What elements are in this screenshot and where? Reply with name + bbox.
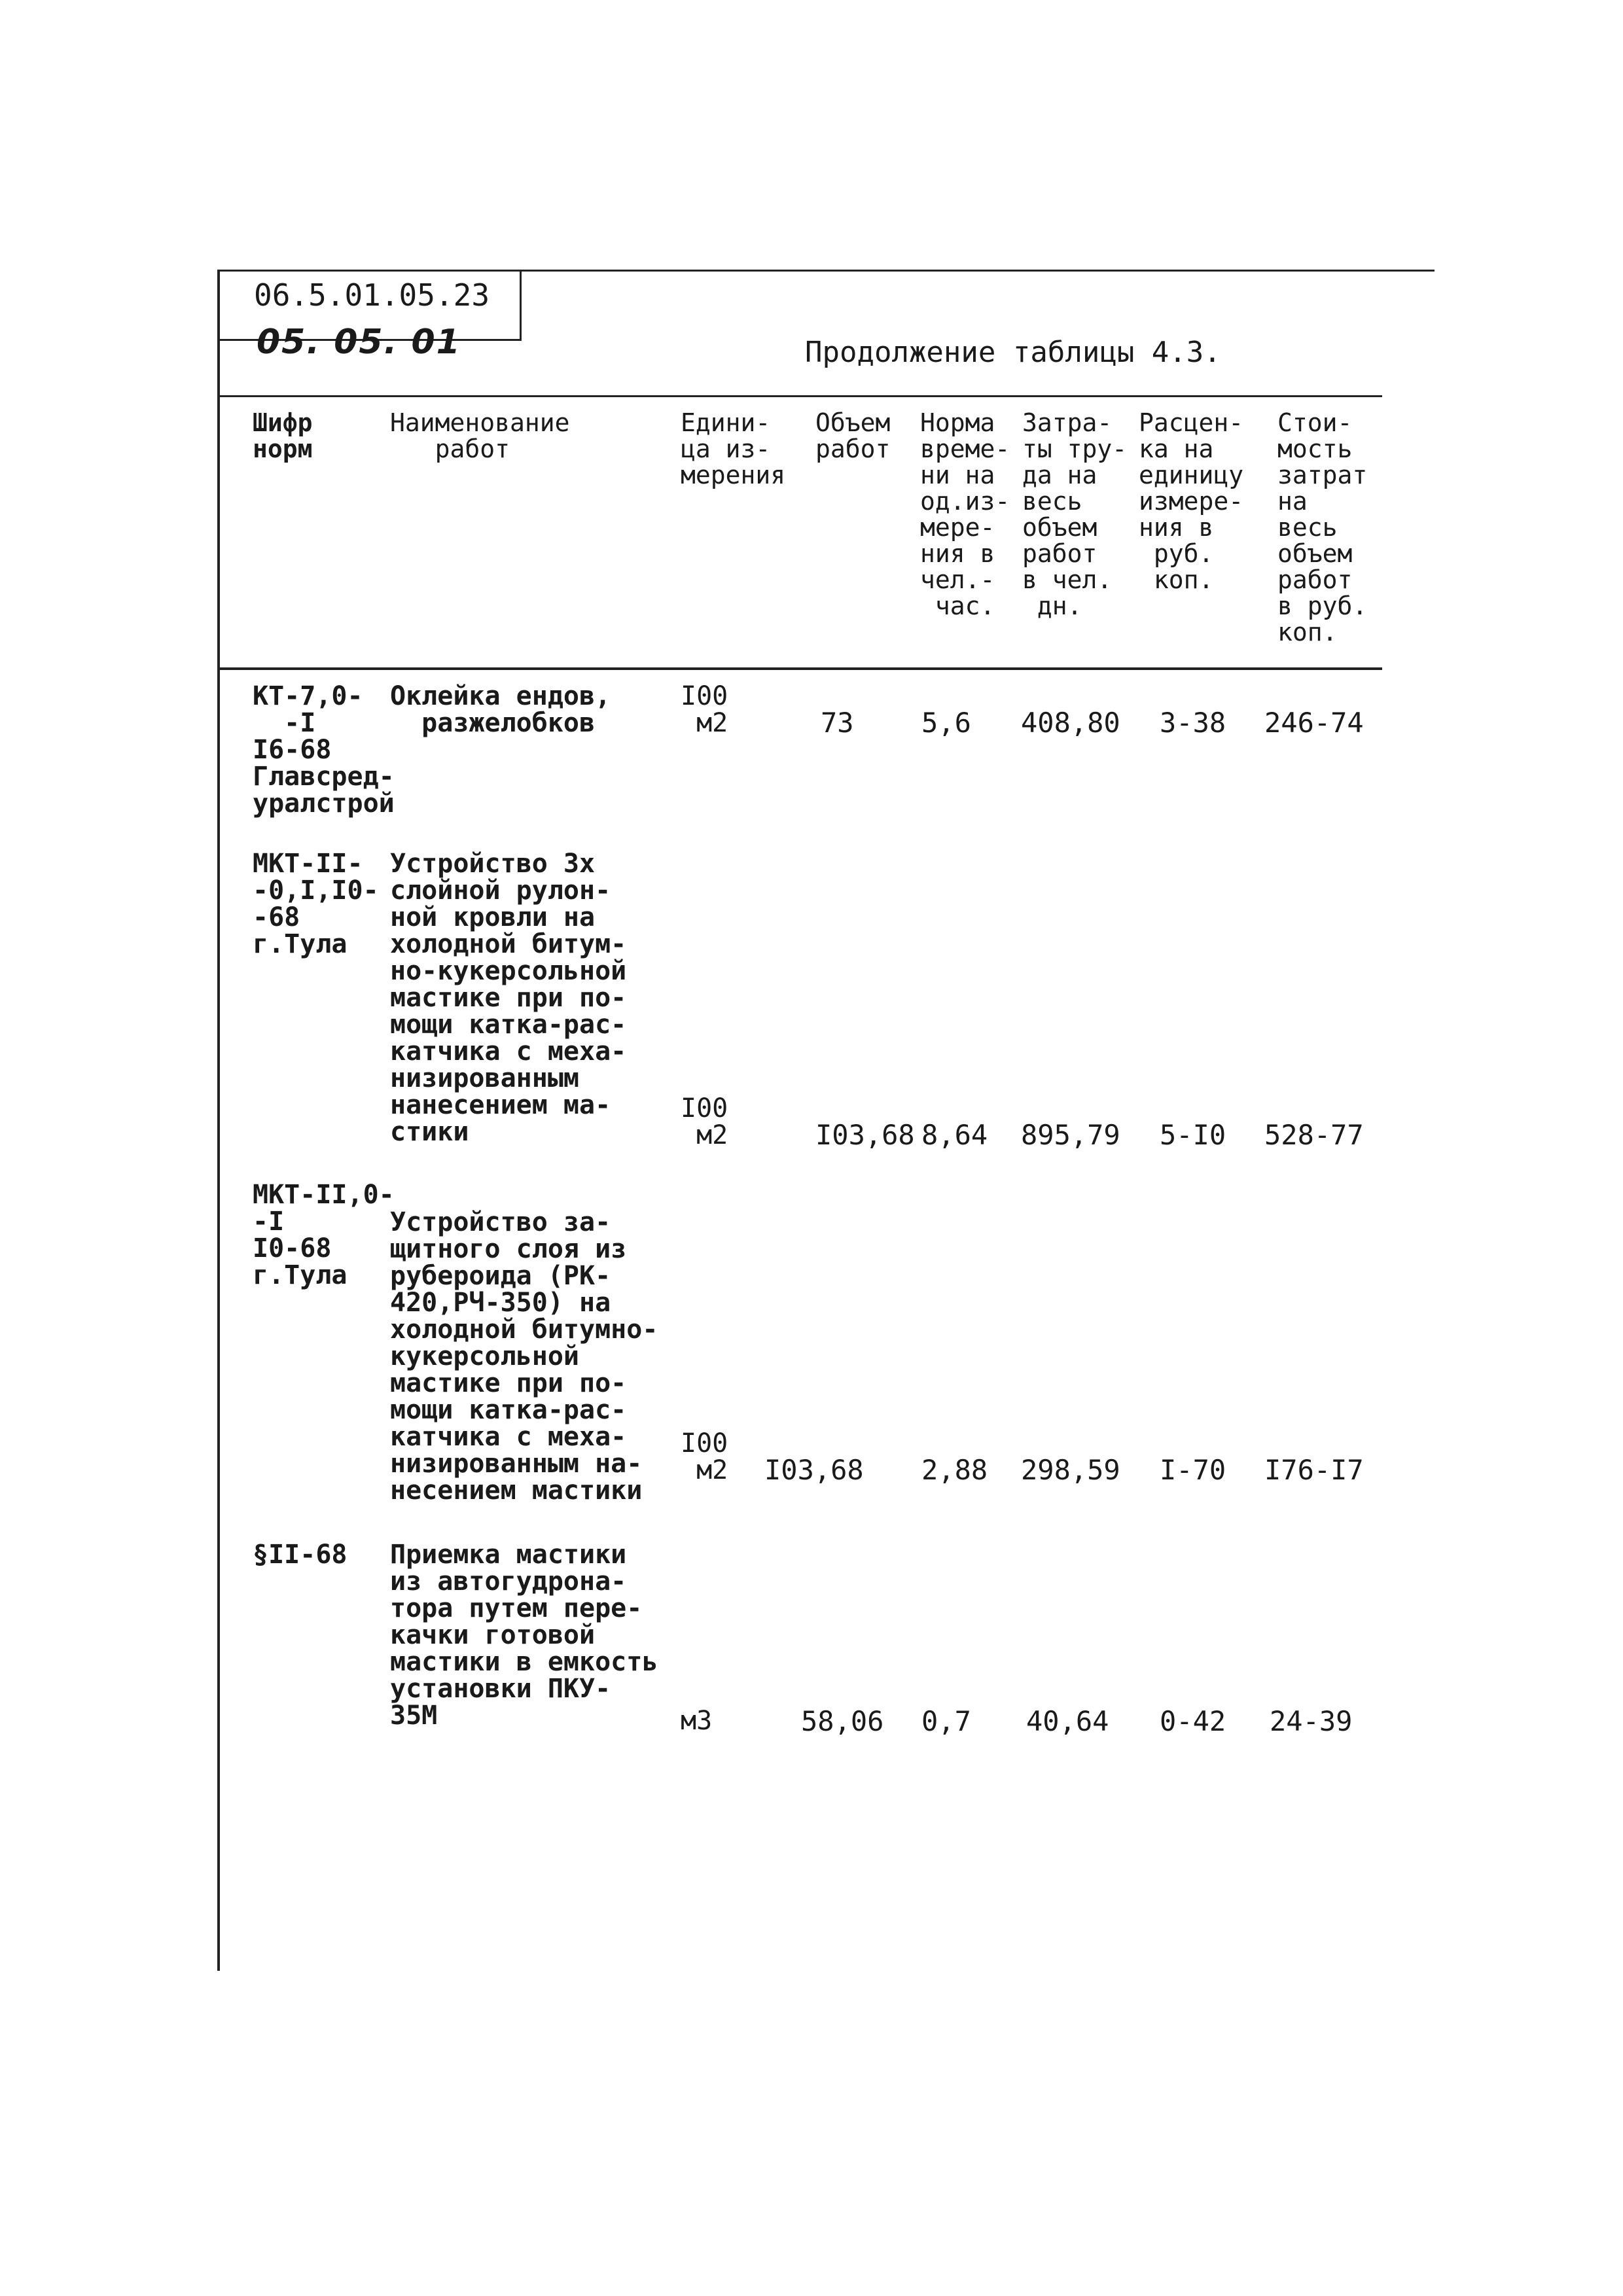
row1-norm: 5,6 (921, 707, 971, 739)
row1-volume: 73 (821, 707, 854, 739)
row1-labor: 408,80 (1021, 707, 1120, 739)
table-caption: Продолжение таблицы 4.3. (805, 336, 1221, 369)
row3-code: МКТ-II,0- -I I0-68 г.Тула (253, 1180, 395, 1290)
row1-rate: 3-38 (1160, 707, 1226, 739)
row4-cost: 24-39 (1270, 1705, 1353, 1737)
header-volume: Объем работ (815, 408, 891, 463)
row2-name: Устройство 3х слойной рулон- ной кровли на холодной битум- но-кукерсольной мастике при по- мощи катка-рас- катчика с меха- низированным нанесением ма- стики (390, 849, 627, 1147)
row1-unit: I00 м2 (681, 681, 728, 738)
row3-rate: I-70 (1160, 1454, 1226, 1486)
header-code: Шифр норм (253, 408, 313, 463)
row3-norm: 2,88 (921, 1454, 988, 1486)
row4-code: §II-68 (253, 1540, 348, 1570)
header-labor: Затра- ты тру- да на весь объем работ в чел. дн. (1022, 408, 1128, 620)
row3-labor: 298,59 (1021, 1454, 1120, 1486)
header-cost: Стои- мость затрат на весь объем работ в руб. коп. (1277, 408, 1368, 646)
row4-unit: м3 (681, 1706, 713, 1736)
left-margin-line (217, 270, 220, 1971)
row4-rate: 0-42 (1160, 1705, 1226, 1737)
row2-labor: 895,79 (1021, 1119, 1120, 1151)
header-rate: Расцен- ка на единицу измере- ния в руб. коп. (1139, 408, 1244, 594)
header-norm: Норма време- ни на од.из- мере- ния в чел.- час. (920, 408, 1010, 620)
row1-code: КТ-7,0- -I I6-68 Главсред- уралстрой (253, 681, 395, 819)
row4-name: Приемка мастики из автогудрона- тора путем пере- качки готовой мастики в емкость установки ПКУ- 35М (390, 1540, 658, 1731)
header-unit: Едини- ца из- мерения (681, 408, 786, 489)
header-top-rule (217, 395, 1382, 397)
header-name: Наименование работ (390, 408, 570, 463)
row2-cost: 528-77 (1264, 1119, 1364, 1151)
document-code: 06.5.01.05.23 (254, 277, 490, 313)
row2-unit: I00 м2 (681, 1093, 728, 1150)
header-bottom-rule (217, 667, 1382, 670)
row2-code: МКТ-II- -0,I,I0- -68 г.Тула (253, 849, 379, 959)
row4-volume: 58,06 (801, 1705, 884, 1737)
row1-cost: 246-74 (1264, 707, 1364, 739)
row2-volume: I03,68 (815, 1119, 915, 1151)
row3-unit: I00 м2 (681, 1428, 728, 1485)
row4-norm: 0,7 (921, 1705, 971, 1737)
row3-cost: I76-I7 (1264, 1454, 1364, 1486)
row2-rate: 5-I0 (1160, 1119, 1226, 1151)
row2-norm: 8,64 (921, 1119, 988, 1151)
row3-volume: I03,68 (764, 1454, 864, 1486)
row4-labor: 40,64 (1026, 1705, 1109, 1737)
row3-name: Устройство за- щитного слоя из рубероида (РК- 420,РЧ-350) на холодной битумно- кукерсольной мастике при по- мощи катка-рас- катчика с меха- низированным на- несением мастики (390, 1207, 658, 1506)
handwritten-number: 05. 05. 01 (257, 323, 461, 362)
row1-name: Оклейка ендов, разжелобков (390, 681, 611, 738)
